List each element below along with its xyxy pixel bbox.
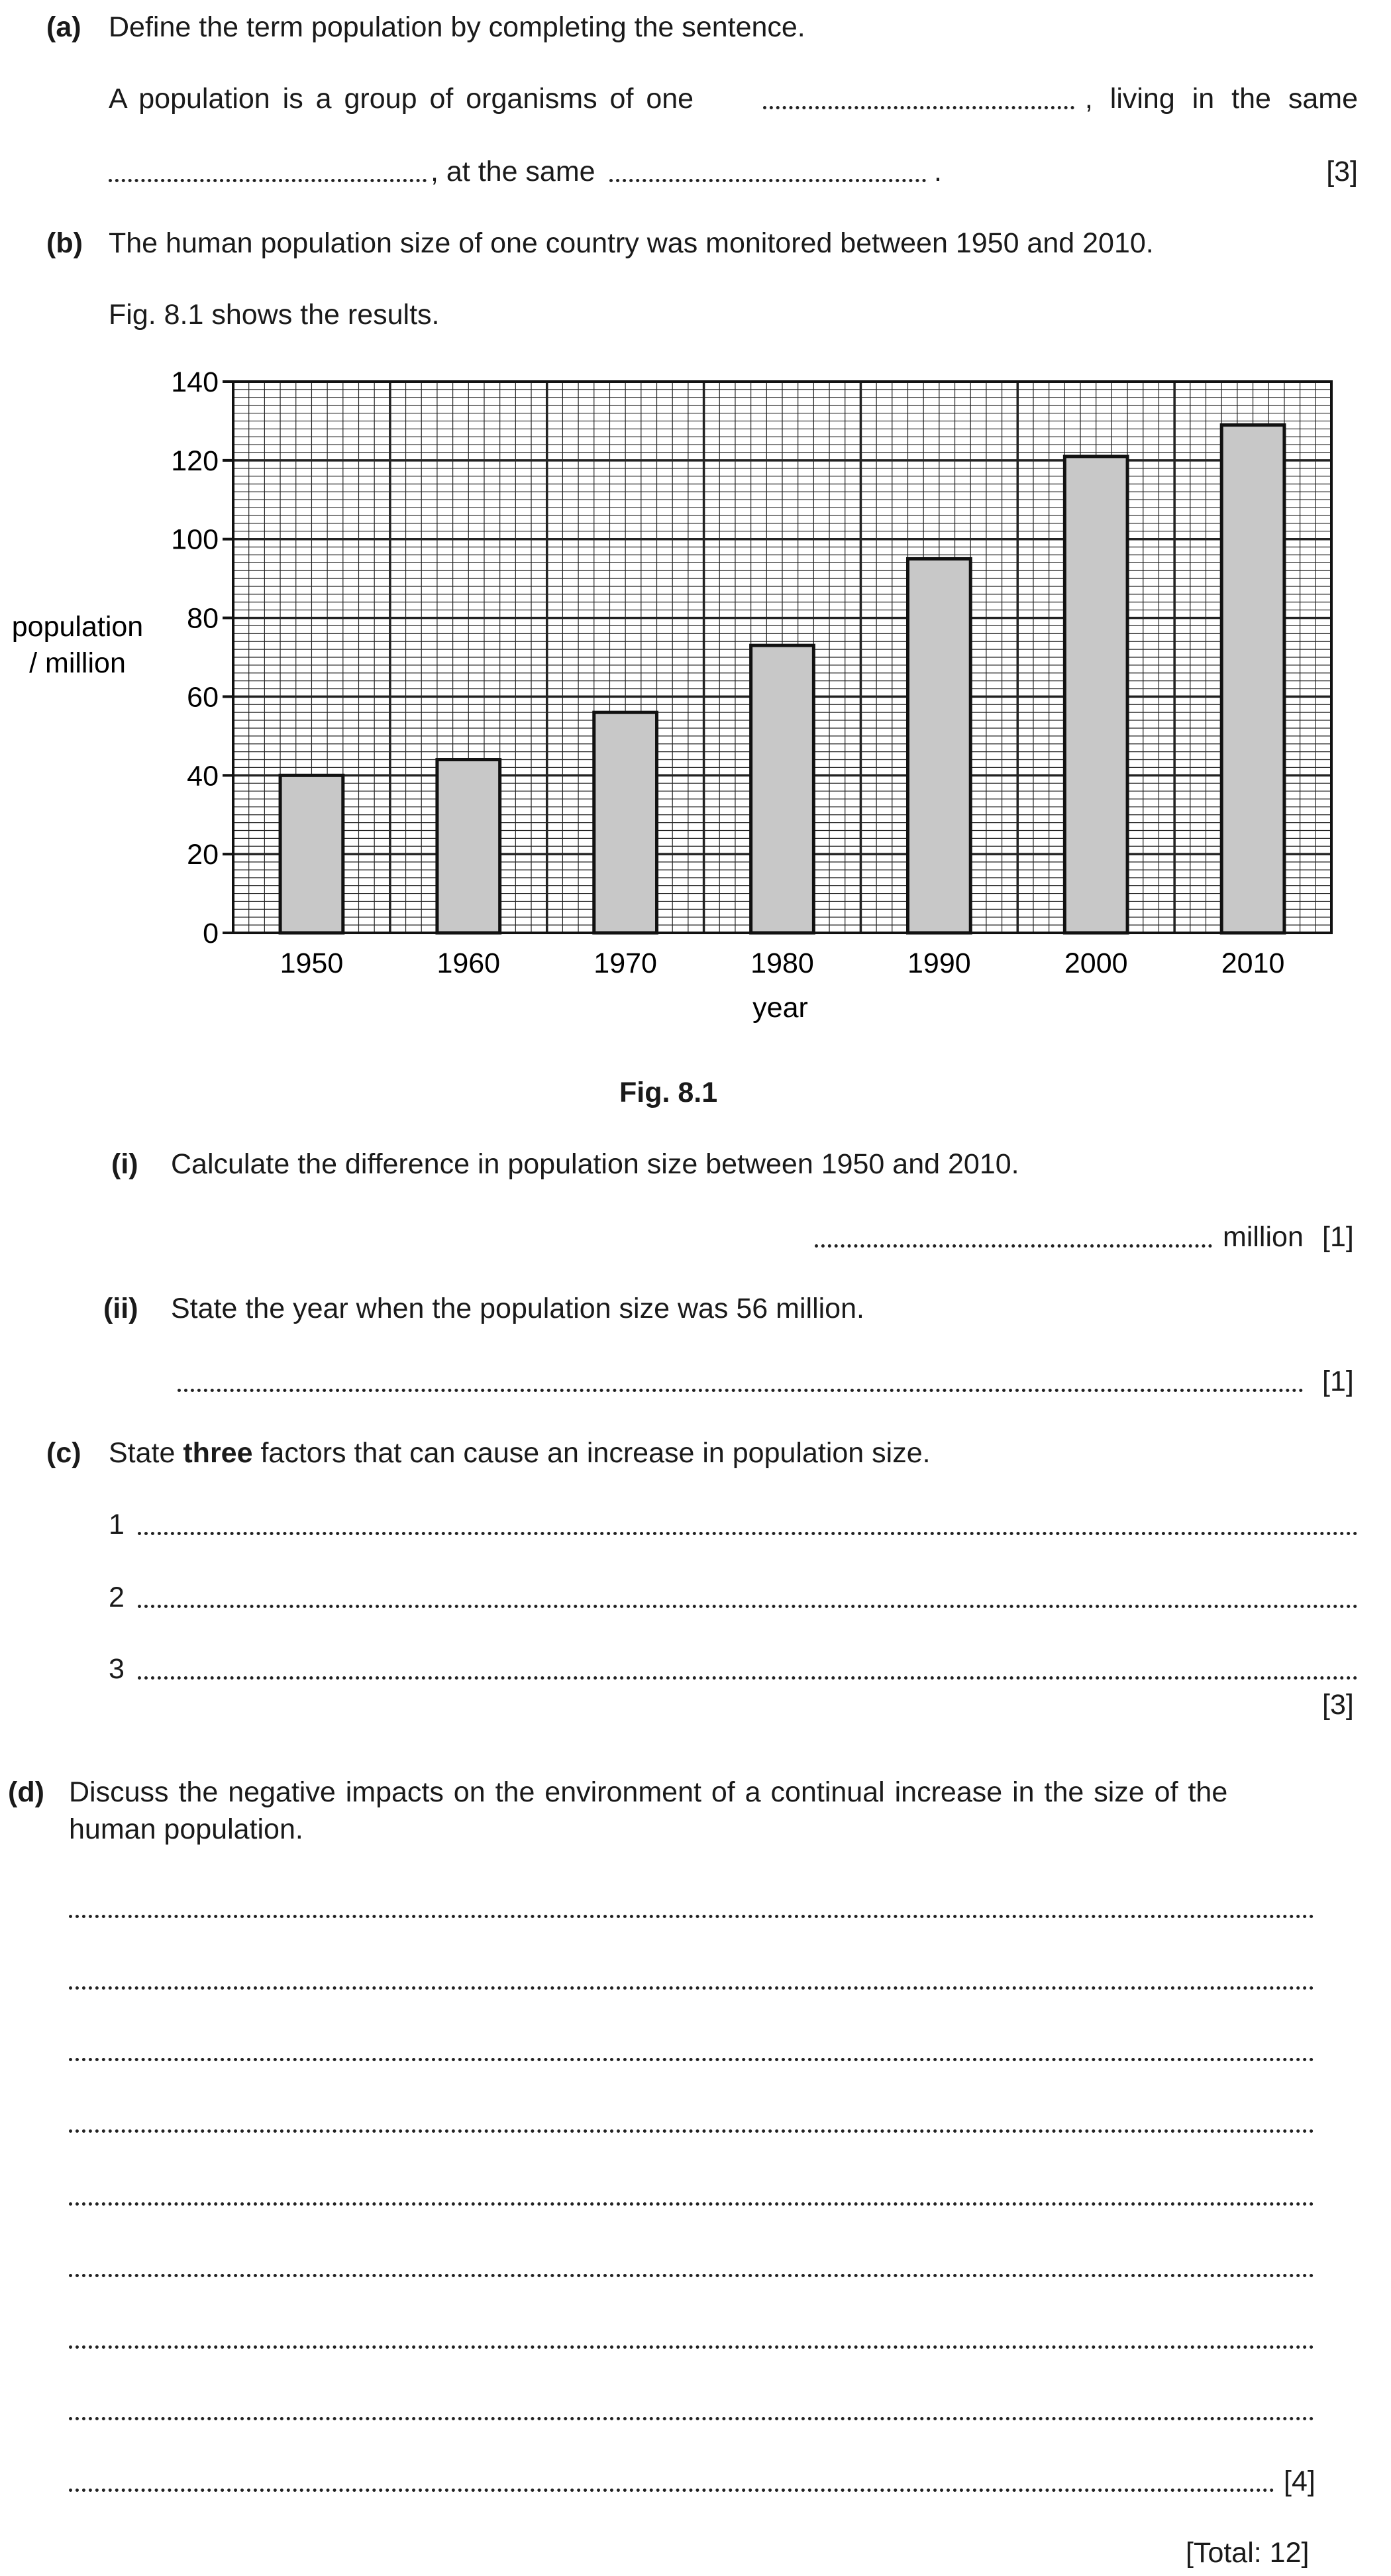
x-tick-label: 2010 [1221, 947, 1285, 979]
chart-y-axis-label-line1: population [11, 611, 144, 643]
part-b-i-marks: [1] [1322, 1221, 1354, 1253]
y-tick-label: 80 [187, 602, 219, 635]
population-bar-chart [0, 345, 1391, 1378]
part-c-prompt: State three factors that can cause an increase in population size. [109, 1437, 931, 1469]
part-a-sentence-end: . [934, 156, 942, 188]
chart-y-tick-labels [171, 366, 219, 949]
answer-blank-species[interactable] [763, 106, 1074, 109]
bar-1960 [437, 760, 500, 933]
answer-blank-time[interactable] [609, 179, 926, 182]
answer-line-factor-3[interactable] [138, 1676, 1358, 1680]
part-a-prompt: Define the term population by completing the sentence. [109, 11, 805, 43]
part-d-prompt-line2: human population. [69, 1813, 303, 1845]
part-a-sentence-start: A population is a group of organisms of one [109, 83, 694, 115]
y-tick-label: 20 [187, 839, 219, 871]
part-d-label: (d) [8, 1776, 44, 1808]
part-a-sentence-third: , at the same [431, 156, 595, 188]
fig-intro: Fig. 8.1 shows the results. [109, 299, 440, 331]
answer-line-d-7[interactable] [69, 2345, 1314, 2349]
part-b-i-unit: million [1223, 1221, 1304, 1253]
y-tick-label: 100 [171, 523, 219, 556]
part-b-ii-prompt: State the year when the population size was 56 million. [171, 1293, 864, 1324]
answer-line-d-3[interactable] [69, 2058, 1314, 2061]
part-c-marks: [3] [1322, 1689, 1354, 1721]
fig-caption: Fig. 8.1 [619, 1077, 718, 1108]
answer-line-factor-1[interactable] [138, 1532, 1358, 1535]
chart-x-tick-labels [280, 947, 1285, 979]
answer-line-d-6[interactable] [69, 2274, 1314, 2277]
y-tick-label: 60 [187, 681, 219, 714]
part-b-label: (b) [46, 227, 83, 259]
x-tick-label: 2000 [1064, 947, 1128, 979]
part-a-sentence-middle: , living in the same [1084, 83, 1358, 115]
y-tick-label: 0 [203, 918, 219, 949]
answer-line-d-5[interactable] [69, 2202, 1314, 2206]
part-a-label: (a) [46, 11, 81, 43]
bar-1990 [907, 559, 970, 933]
answer-line-d-4[interactable] [69, 2129, 1314, 2133]
answer-line-d-2[interactable] [69, 1986, 1314, 1990]
part-c-label: (c) [46, 1437, 81, 1469]
part-b-prompt: The human population size of one country was monitored between 1950 and 2010. [109, 227, 1154, 259]
answer-line-d-1[interactable] [69, 1915, 1314, 1918]
part-b-ii-label: (ii) [103, 1293, 138, 1324]
answer-line-d-9[interactable] [69, 2489, 1274, 2492]
x-tick-label: 1950 [280, 947, 344, 979]
y-tick-label: 120 [171, 445, 219, 477]
part-a-marks: [3] [1326, 156, 1358, 188]
answer-blank-place[interactable] [109, 179, 427, 182]
chart-y-axis-label-line2: / million [29, 647, 126, 679]
factor-number-2: 2 [109, 1582, 125, 1613]
factor-number-1: 1 [109, 1509, 125, 1540]
factor-number-3: 3 [109, 1653, 125, 1685]
part-b-i-prompt: Calculate the difference in population size between 1950 and 2010. [171, 1148, 1019, 1180]
bar-1970 [594, 712, 657, 933]
answer-line-factor-2[interactable] [138, 1605, 1358, 1608]
y-tick-label: 140 [171, 366, 219, 398]
question-total: [Total: 12] [1186, 2537, 1310, 2569]
part-b-ii-marks: [1] [1322, 1366, 1354, 1397]
x-tick-label: 1970 [593, 947, 657, 979]
bar-1980 [751, 645, 814, 933]
part-d-marks: [4] [1284, 2465, 1315, 2497]
bar-2000 [1064, 456, 1127, 933]
y-tick-label: 40 [187, 760, 219, 792]
part-d-prompt-line1: Discuss the negative impacts on the environment of a continual increase in the size of the [69, 1776, 1228, 1808]
answer-line-d-8[interactable] [69, 2417, 1314, 2420]
x-tick-label: 1980 [750, 947, 814, 979]
chart-x-axis-label: year [752, 992, 808, 1024]
x-tick-label: 1960 [437, 947, 501, 979]
bar-1950 [280, 775, 343, 933]
answer-blank-year[interactable] [178, 1389, 1304, 1392]
bar-2010 [1221, 425, 1284, 933]
answer-blank-difference[interactable] [815, 1244, 1212, 1248]
x-tick-label: 1990 [907, 947, 971, 979]
part-b-i-label: (i) [111, 1148, 138, 1180]
